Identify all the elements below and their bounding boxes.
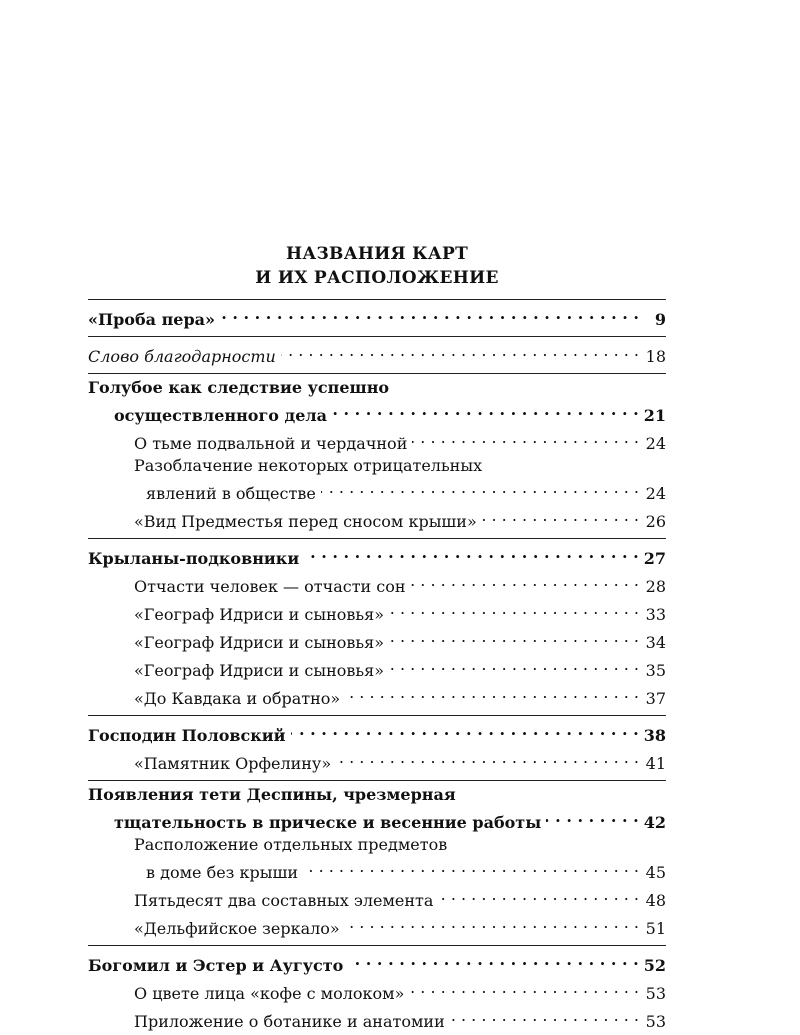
toc-entry (88, 682, 666, 710)
toc-dot-leader (409, 977, 639, 999)
toc-entry (88, 377, 666, 399)
toc-entry (88, 427, 666, 455)
toc-entry-title: Богомил и Эстер и Аугусто (88, 956, 344, 975)
toc-title-line-1: НАЗВАНИЯ КАРТ (285, 244, 469, 264)
toc-page-number: 35 (645, 661, 666, 680)
toc-page-number: 26 (645, 512, 666, 531)
toc-entry (88, 884, 666, 912)
toc-page-number: 18 (645, 347, 666, 366)
toc-dot-leader (332, 399, 639, 421)
toc-entry-title: Крыланы-подковники (88, 549, 300, 568)
toc-title-line-2: И ИХ РАСПОЛОЖЕНИЕ (255, 268, 499, 288)
toc-page-number: 53 (645, 984, 666, 1003)
toc-section (88, 715, 666, 777)
toc-dot-leader (321, 477, 639, 499)
toc-dot-leader (303, 856, 639, 878)
toc-entry-title: «Проба пера» (88, 310, 216, 329)
toc-page-number: 24 (645, 484, 666, 503)
toc-entry-title: в доме без крыши (146, 863, 299, 882)
toc-entry (88, 626, 666, 654)
toc-page-number: 45 (645, 863, 666, 882)
toc-dot-leader (389, 654, 639, 676)
toc-page-number: 34 (645, 633, 666, 652)
toc-dot-leader (336, 747, 639, 769)
toc-entry-title: «Вид Предместья перед сносом крыши» (134, 512, 477, 531)
toc-entry-title: тщательность в прическе и весенние работы (114, 813, 542, 832)
toc-title (88, 242, 666, 290)
toc-section (88, 299, 666, 333)
toc-section (88, 336, 666, 370)
toc-entry-title: явлений в обществе (146, 484, 316, 503)
toc-page-number: 53 (645, 1012, 666, 1031)
toc-entry (88, 977, 666, 1005)
toc-dot-leader (304, 542, 639, 564)
toc-entry-title: «Географ Идриси и сыновья» (134, 661, 385, 680)
toc-entry-title: Отчасти человек — отчасти сон (134, 577, 406, 596)
toc-page-number: 41 (645, 754, 666, 773)
toc-entry-title: Слово благодарности (88, 347, 276, 366)
toc-entry-title: Пятьдесят два составных элемента (134, 891, 434, 910)
toc-entry (88, 598, 666, 626)
toc-entry (88, 654, 666, 682)
toc-page-number: 48 (645, 891, 666, 910)
toc-entry-title: О тьме подвальной и чердачной (134, 434, 408, 453)
toc-page-number: 28 (645, 577, 666, 596)
toc-entry-title: Появления тети Деспины, чрезмерная (88, 785, 456, 804)
toc-dot-leader (389, 626, 639, 648)
toc-page-number: 42 (643, 813, 666, 832)
toc-entry (88, 505, 666, 533)
toc-page-number: 33 (645, 605, 666, 624)
toc-entry (88, 399, 666, 427)
toc-page-number: 9 (654, 310, 666, 329)
toc-dot-leader (220, 303, 639, 325)
toc-entry (88, 834, 666, 856)
toc-dot-leader (412, 427, 639, 449)
toc-entry (88, 477, 666, 505)
toc-dot-leader (291, 719, 639, 741)
toc-page-number: 24 (645, 434, 666, 453)
toc-entry-title: Голубое как следствие успешно (88, 378, 390, 397)
toc-dot-leader (546, 806, 639, 828)
toc-entry-title: Разоблачение некоторых отрицательных (134, 456, 483, 475)
toc-list (88, 299, 666, 1035)
toc-page-number: 27 (643, 549, 666, 568)
toc-page (88, 242, 666, 1035)
toc-entry-title: Расположение отдельных предметов (134, 835, 448, 854)
toc-entry (88, 570, 666, 598)
toc-entry-title: «Географ Идриси и сыновья» (134, 633, 385, 652)
toc-entry (88, 912, 666, 940)
toc-entry (88, 806, 666, 834)
toc-page-number: 37 (645, 689, 666, 708)
toc-section (88, 945, 666, 1035)
toc-entry (88, 719, 666, 747)
toc-page-number: 21 (643, 406, 666, 425)
toc-entry-title: «Географ Идриси и сыновья» (134, 605, 385, 624)
toc-dot-leader (482, 505, 639, 527)
toc-entry-title: «Памятник Орфелину» (134, 754, 332, 773)
toc-page-number: 52 (643, 956, 666, 975)
toc-dot-leader (348, 949, 638, 971)
toc-entry-title: осуществленного дела (114, 406, 328, 425)
toc-dot-leader (345, 912, 639, 934)
toc-entry (88, 949, 666, 977)
toc-dot-leader (450, 1005, 639, 1027)
toc-dot-leader (438, 884, 639, 906)
toc-entry (88, 542, 666, 570)
toc-section (88, 373, 666, 535)
toc-page-number: 38 (643, 726, 666, 745)
toc-entry-title: Приложение о ботанике и анатомии (134, 1012, 445, 1031)
toc-dot-leader (411, 570, 639, 592)
toc-page-number: 51 (645, 919, 666, 938)
toc-section (88, 780, 666, 942)
toc-entry-title: «Дельфийское зеркало» (134, 919, 340, 938)
toc-entry-title: «До Кавдака и обратно» (134, 689, 341, 708)
toc-dot-leader (281, 340, 639, 362)
toc-entry (88, 784, 666, 806)
toc-entry (88, 455, 666, 477)
toc-entry (88, 856, 666, 884)
toc-entry (88, 1005, 666, 1033)
toc-dot-leader (345, 682, 639, 704)
toc-entry-title: Господин Половский (88, 726, 286, 745)
toc-entry-title: О цвете лица «кофе с молоком» (134, 984, 405, 1003)
toc-section (88, 538, 666, 712)
toc-entry (88, 747, 666, 775)
toc-entry (88, 303, 666, 331)
toc-dot-leader (389, 598, 639, 620)
toc-entry (88, 340, 666, 368)
